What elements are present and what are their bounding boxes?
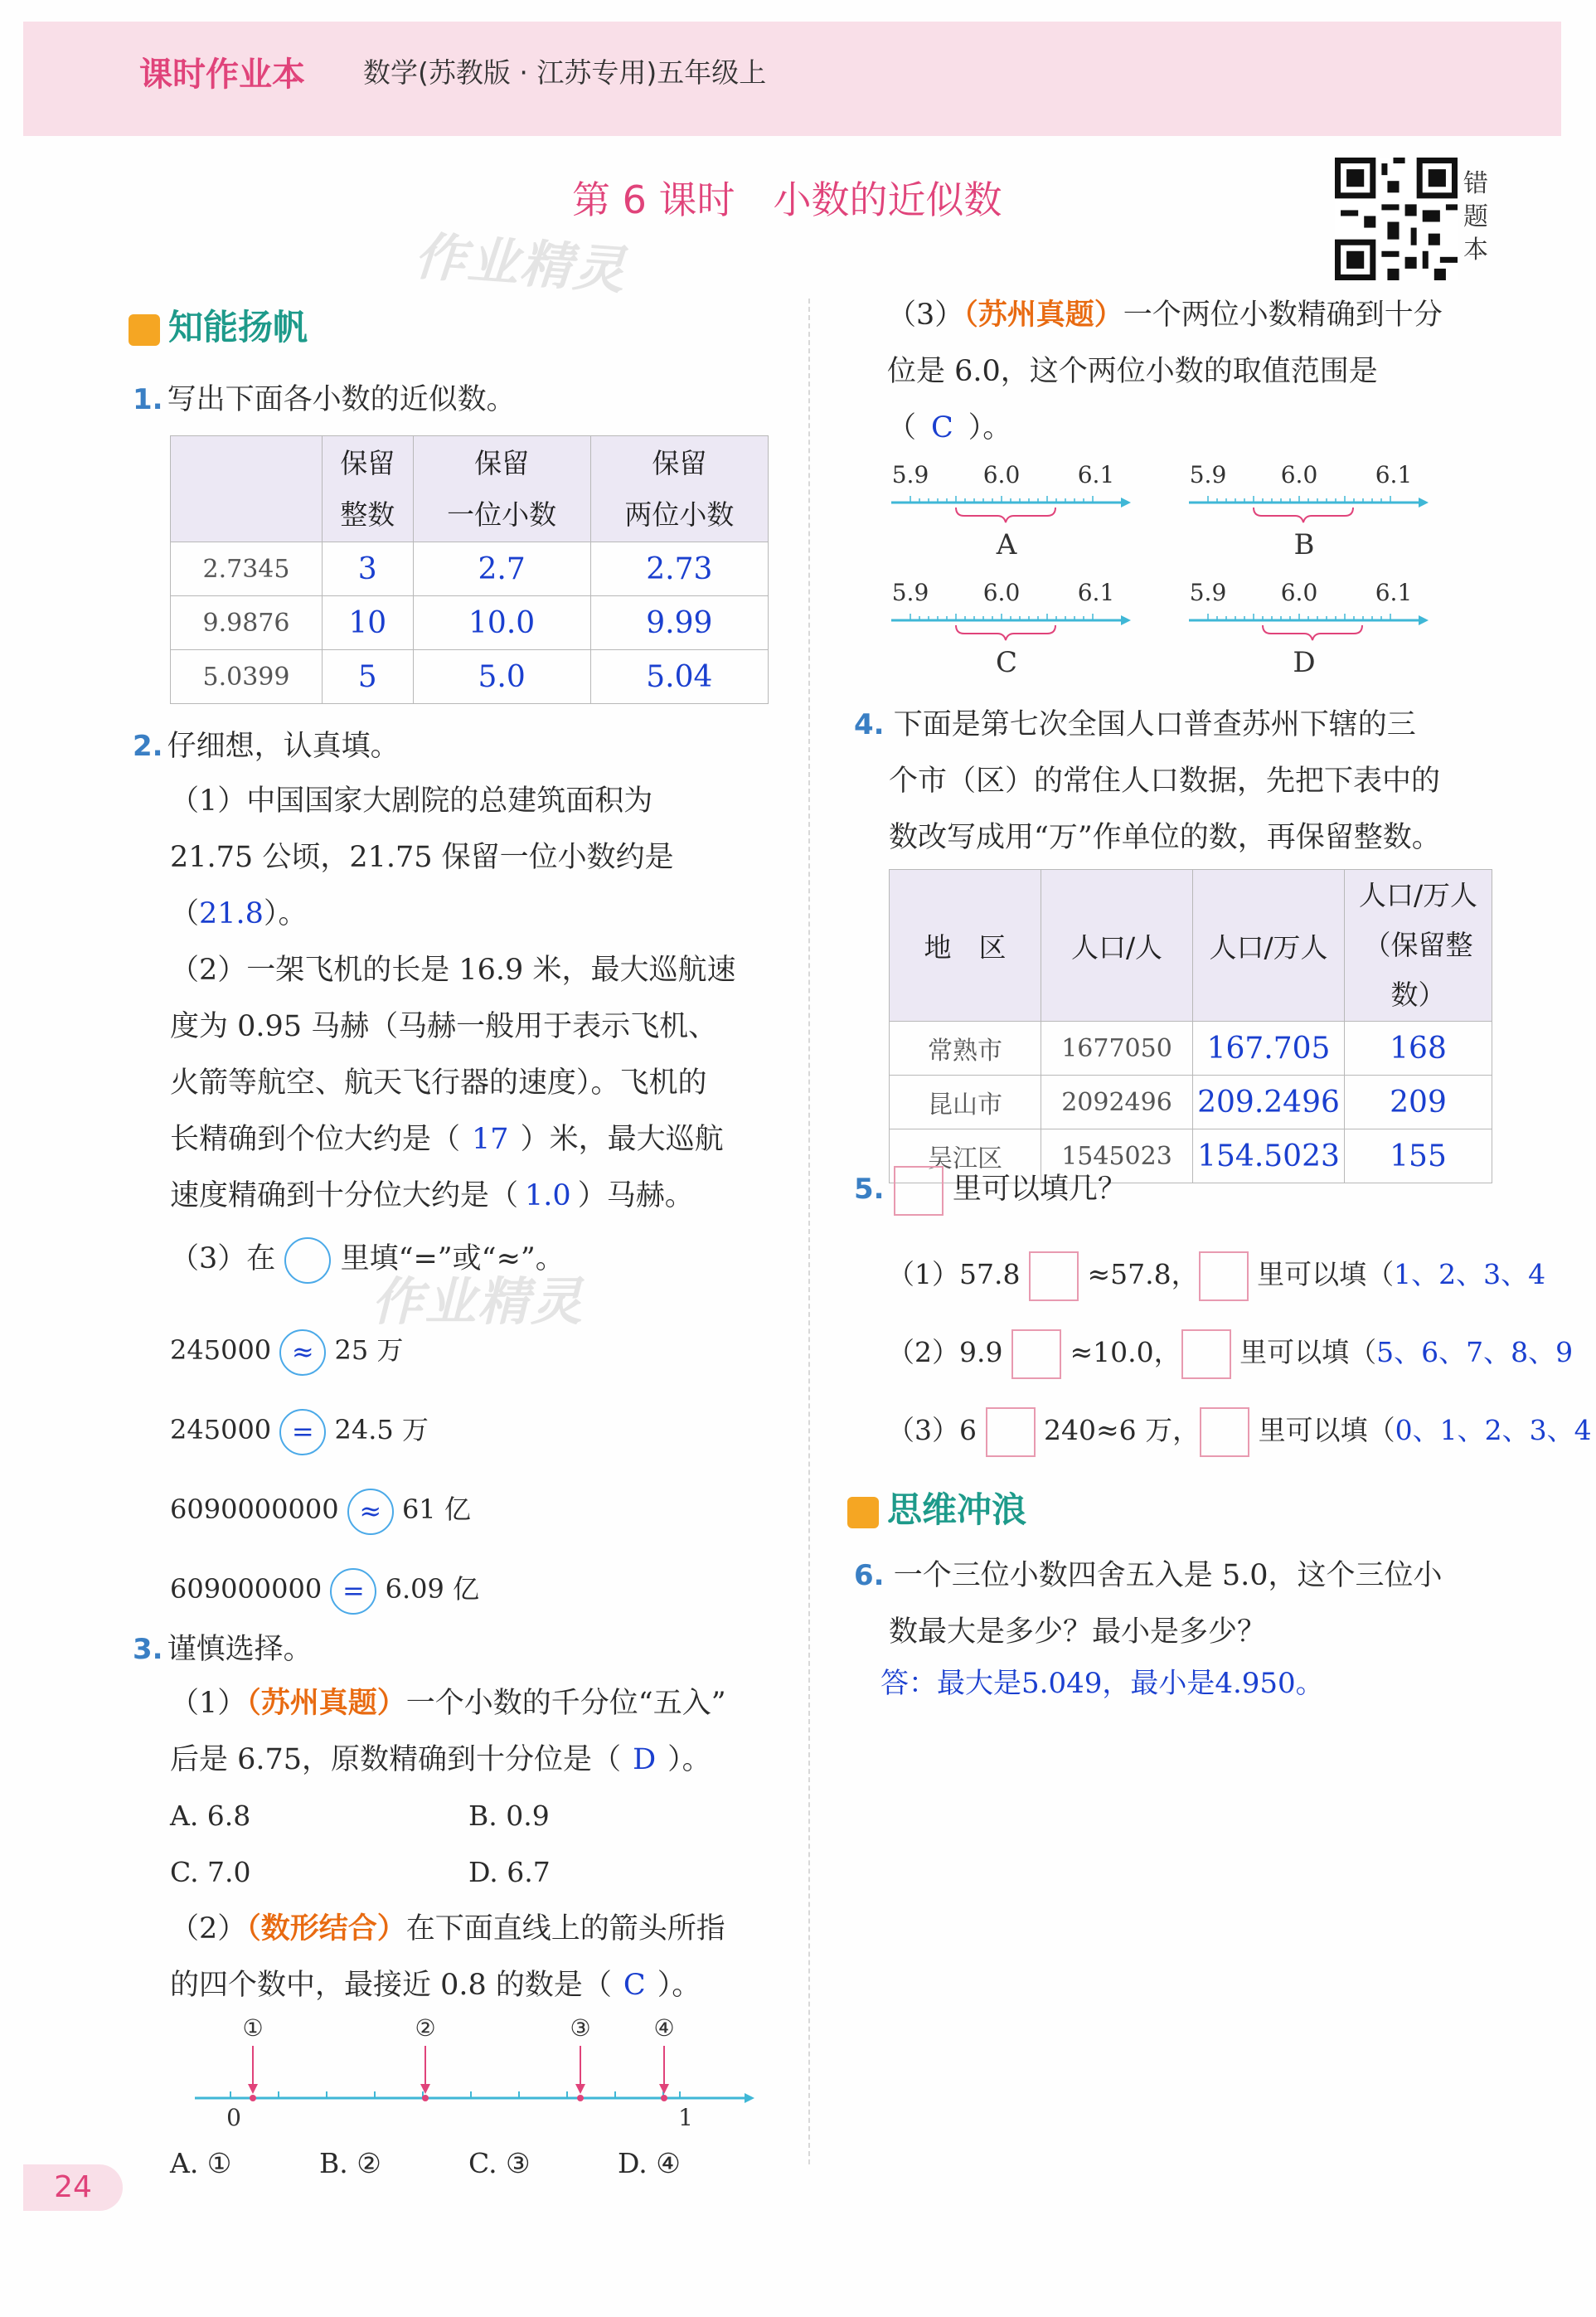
q3-part2: （2）（数形结合）在下面直线上的箭头所指 的四个数中，最接近 0.8 的数是（ C ）。 — [170, 1911, 725, 2002]
option: B. 0.9 — [468, 1800, 550, 1832]
brand-title: 课时作业本 — [139, 56, 305, 94]
list-item: （3）6 240≈6 万， 里可以填（0、1、2、3、4 — [887, 1392, 1592, 1469]
column-divider — [808, 299, 810, 2164]
answer: = — [330, 1568, 376, 1615]
list-item: （1）57.8 ≈57.8， 里可以填（1、2、3、4 — [887, 1236, 1592, 1314]
page-number: 24 — [23, 2164, 123, 2211]
table-row: 5.0399 5 5.0 5.04 — [171, 650, 769, 704]
question-2: 2. 仔细想，认真填。 — [133, 730, 400, 763]
question-4: 4. 下面是第七次全国人口普查苏州下辖的三 个市（区）的常住人口数据，先把下表中的 数改写成用“万”作单位的数，再保留整数。 — [854, 708, 1441, 854]
table-row: 昆山市 2092496 209.2496 209 — [890, 1076, 1492, 1129]
option: C. 7.0 — [170, 1856, 251, 1888]
tick-label: 0 — [226, 2104, 241, 2131]
q2-part3: （3）在 里填“=”或“≈”。 — [170, 1231, 565, 1287]
circle-blank-icon — [284, 1237, 331, 1284]
svg-text:6.0: 6.0 — [982, 461, 1021, 488]
svg-text:5.9: 5.9 — [891, 579, 929, 606]
option-label: B — [1293, 528, 1315, 561]
answer: 1.0 — [525, 1179, 571, 1212]
q3-part1: （1）（苏州真题）一个小数的千分位“五入” 后是 6.75，原数精确到十分位是（ D ）。 A. 6.8 B. 0.9 C. 7.0 D. 6.7 — [170, 1675, 726, 1901]
table-row: 2.7345 3 2.7 2.73 — [171, 542, 769, 596]
answer: 答：最大是5.049，最小是4.950。 — [880, 1667, 1324, 1700]
answer: ≈ — [347, 1489, 394, 1535]
option: D. 6.7 — [468, 1856, 551, 1888]
lesson-title: 第 6 课时 小数的近似数 — [572, 177, 1002, 222]
question-5: 5. 里可以填几？ — [854, 1161, 1127, 1217]
q5-items — [887, 1236, 1592, 1469]
section-title: 知能扬帆 — [129, 300, 308, 350]
question-1: 1. 写出下面各小数的近似数。 — [133, 383, 516, 416]
question-6: 6. 一个三位小数四舍五入是 5.0，这个三位小 数最大是多少？最小是多少？ — [854, 1559, 1443, 1649]
svg-text:5.9: 5.9 — [1189, 579, 1227, 606]
option: A. 6.8 — [170, 1800, 251, 1832]
question-text: 写出下面各小数的近似数。 — [167, 383, 516, 416]
svg-text:6.1: 6.1 — [1077, 461, 1115, 488]
answer: = — [279, 1409, 326, 1455]
q1-table: 保留 整数 保留 一位小数 保留 两位小数 2.7345 3 2.7 2.73 9.9876 10 10.0 9.99 5.0399 5 5.0 5.04 — [170, 435, 769, 704]
answer: 17 — [472, 1123, 509, 1156]
svg-text:6.1: 6.1 — [1077, 579, 1115, 606]
svg-text:6.0: 6.0 — [1280, 579, 1318, 606]
compare-item: 245000 ≈ 25 万 — [170, 1310, 479, 1390]
answer: 21.8 — [199, 897, 264, 930]
question-3: 3. 谨慎选择。 — [133, 1633, 313, 1666]
compare-item: 245000 = 24.5 万 — [170, 1390, 479, 1469]
arrow-label: ① — [242, 2014, 264, 2042]
compare-list — [170, 1310, 479, 1629]
list-item: （2）9.9 ≈10.0， 里可以填（5、6、7、8、9 — [887, 1314, 1592, 1392]
option: A. ① — [170, 2147, 232, 2179]
sail-icon — [129, 314, 160, 346]
option: C. ③ — [468, 2147, 531, 2179]
table-row: 吴江区 1545023 154.5023 155 — [890, 1129, 1492, 1183]
compare-item: 6090000000 ≈ 61 亿 — [170, 1469, 479, 1549]
table-row: 常熟市 1677050 167.705 168 — [890, 1022, 1492, 1076]
watermark: 作业精灵 — [371, 1271, 585, 1332]
answer: ≈ — [279, 1329, 326, 1376]
option: D. ④ — [618, 2147, 681, 2179]
answer: C — [623, 1969, 646, 2002]
svg-text:6.1: 6.1 — [1375, 579, 1413, 606]
compare-item: 609000000 = 6.09 亿 — [170, 1549, 479, 1629]
book-subtitle: 数学(苏教版 · 江苏专用)五年级上 — [363, 56, 767, 89]
q4-table: 地 区 人口/人 人口/万人 人口/万人 （保留整数） 常熟市 1677050 167.705 168 昆山市 2092496 209.2496 209 吴江区 1545023 154.5023 155 — [889, 869, 1492, 1183]
wrong-question-label: 错 题 本 — [1463, 169, 1488, 265]
arrow-label: ② — [415, 2014, 436, 2042]
q3-part2-options — [170, 2135, 681, 2192]
watermark: 作业精灵 — [412, 226, 628, 301]
svg-text:6.0: 6.0 — [1280, 461, 1318, 488]
answer: D — [633, 1743, 657, 1776]
q2-part2: （2）一架飞机的长是 16.9 米，最大巡航速 度为 0.95 马赫（马赫一般用于表示飞机、 火箭等航空、航天飞行器的速度）。飞机的 长精确到个位大约是（ 17 ）米，最大巡航 速度精确到十分位大约是（ 1.0 ）马赫。 — [170, 954, 736, 1212]
svg-text:5.9: 5.9 — [891, 461, 929, 488]
section-title: 思维冲浪 — [847, 1483, 1026, 1533]
table-row: 9.9876 10 10.0 9.99 — [171, 596, 769, 650]
answer: 1、2、3、4 — [1394, 1258, 1546, 1290]
arrow-label: ④ — [653, 2014, 675, 2042]
qr-code-icon[interactable] — [1335, 158, 1458, 280]
option: B. ② — [319, 2147, 381, 2179]
tick-label: 1 — [678, 2104, 693, 2131]
blank-box-icon — [894, 1166, 944, 1216]
option-label: A — [996, 528, 1017, 561]
number-line — [191, 2011, 754, 2135]
q2-part1: （1）中国国家大剧院的总建筑面积为 21.75 公顷，21.75 保留一位小数约是 （21.8）。 — [170, 784, 674, 930]
svg-text:5.9: 5.9 — [1189, 461, 1227, 488]
svg-text:6.1: 6.1 — [1375, 461, 1413, 488]
answer: 5、6、7、8、9 — [1376, 1336, 1574, 1368]
option-label: D — [1293, 646, 1316, 679]
range-rulers — [887, 454, 1501, 695]
answer: 0、1、2、3、4 — [1395, 1414, 1592, 1446]
arrow-label: ③ — [570, 2014, 591, 2042]
header-banner — [23, 22, 1561, 136]
option-label: C — [995, 646, 1018, 679]
svg-text:6.0: 6.0 — [982, 579, 1021, 606]
q3-part3: （3）（苏州真题）一个两位小数精确到十分 位是 6.0，这个两位小数的取值范围是 （ C ）。 — [887, 298, 1443, 444]
wave-icon — [847, 1497, 879, 1528]
answer: C — [931, 411, 953, 444]
